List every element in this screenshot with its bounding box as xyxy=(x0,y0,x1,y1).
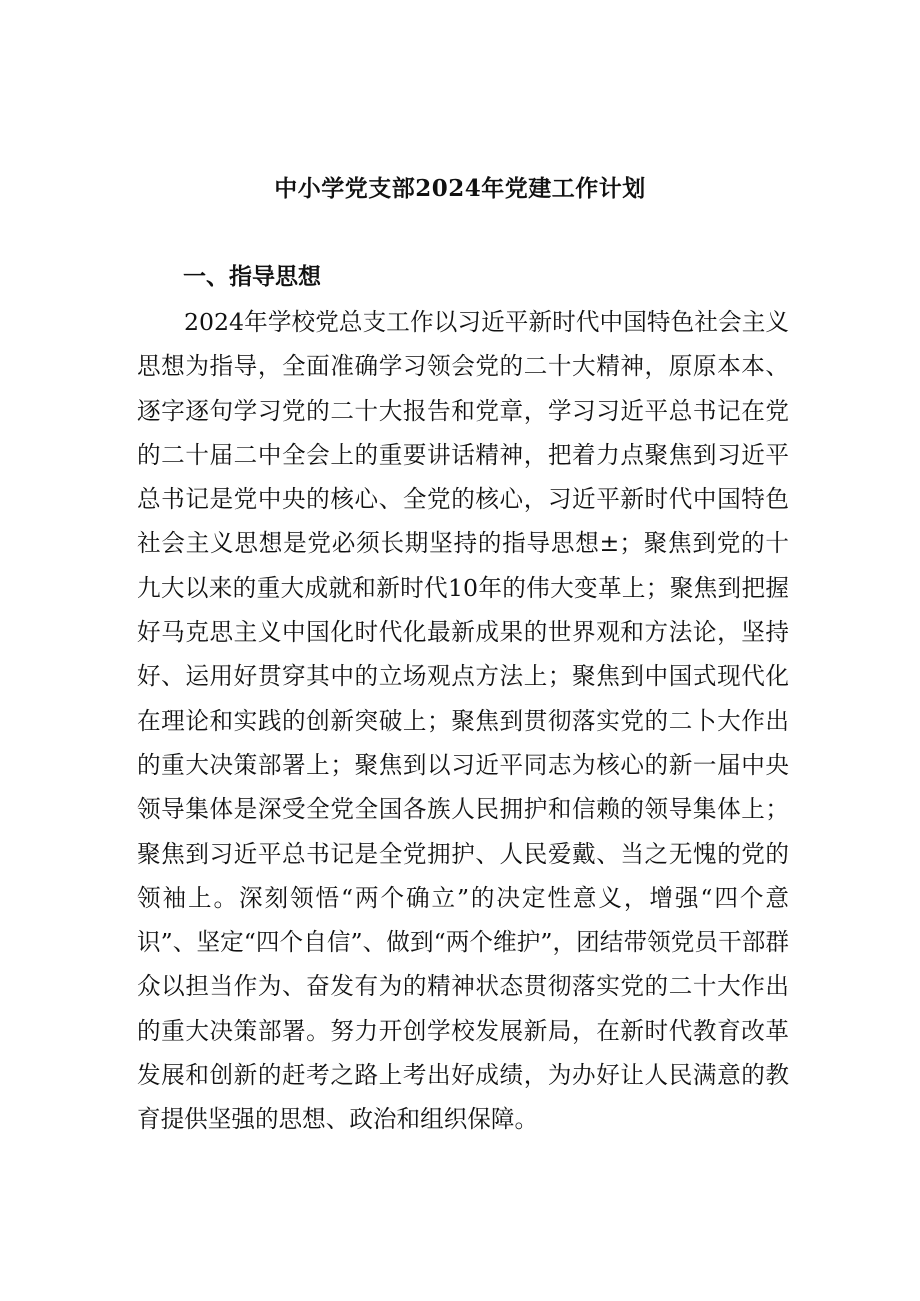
document-title: 中小学党支部2024年党建工作计划 xyxy=(274,175,646,202)
section-heading-guiding-ideology: 一、指导思想 xyxy=(183,263,321,290)
section-paragraph: 2024年学校党总支工作以习近平新时代中国特色社会主义思想为指导，全面准确学习领会党的二十大精神，原原本本、逐字逐句学习党的二十大报告和党章，学习习近平总书记在党的二十届二中全会上的重要讲话精神，把着力点聚焦到习近平总书记是党中央的核心、全党的核心，习近平新时代中国特色社会主义思想是党必须长期坚持的指导思想±；聚焦到党的十九大以来的重大成就和新时代10年的伟大变革上；聚焦到把握好马克思主义中国化时代化最新成果的世界观和方法论，坚持好、运用好贯穿其中的立场观点方法上；聚焦到中国式现代化在理论和实践的创新突破上；聚焦到贯彻落实党的二卜大作出的重大决策部署上；聚焦到以习近平同志为核心的新一届中央领导集体是深受全党全国各族人民拥护和信赖的领导集体上；聚焦到习近平总书记是全党拥护、人民爱戴、当之无愧的党的领袖上。深刻领悟“两个确立”的决定性意义，增强“四个意识”、坚定“四个自信”、做到“两个维护”，团结带领党员干部群众以担当作为、奋发有为的精神状态贯彻落实党的二十大作出的重大决策部署。努力开创学校发展新局，在新时代教育改革发展和创新的赶考之路上考出好成绩，为办好让人民满意的教育提供坚强的思想、政治和组织保障。 xyxy=(137,308,789,1134)
